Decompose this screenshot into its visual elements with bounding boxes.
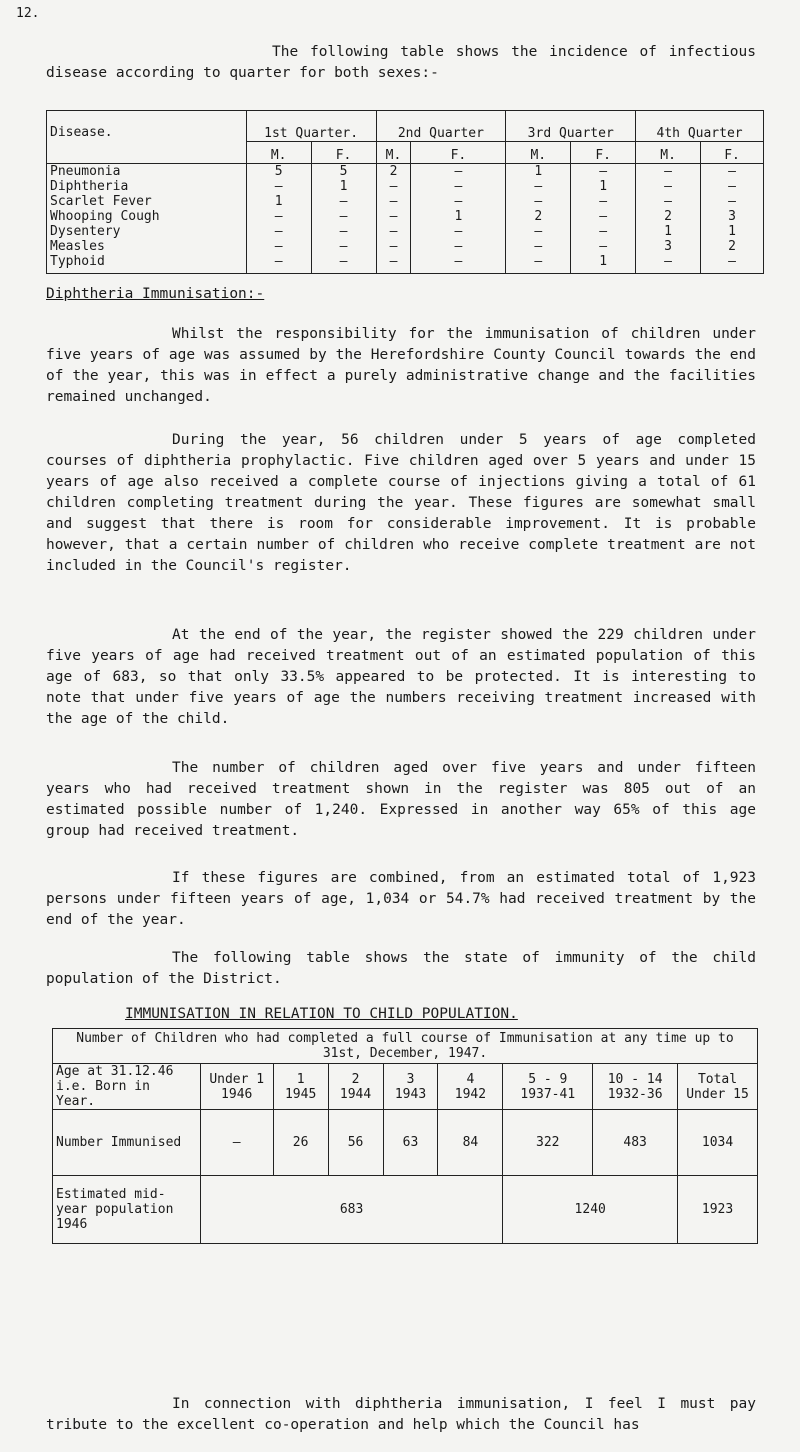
case-count: – (636, 254, 701, 274)
age-column-bottom: Under 15 (686, 1086, 749, 1102)
case-count: – (571, 209, 636, 224)
disease-incidence-table (46, 110, 764, 274)
age-column-top: 1 (296, 1071, 305, 1087)
case-count: 1 (571, 254, 636, 274)
sex-header: F. (571, 142, 636, 164)
disease-row (47, 239, 764, 254)
case-count: 2 (506, 209, 571, 224)
immunised-value: 1034 (678, 1110, 758, 1176)
disease-row (47, 224, 764, 239)
disease-name: Whooping Cough (47, 209, 247, 224)
para-block-5 (46, 868, 756, 931)
case-count: 1 (506, 164, 571, 180)
sex-header: M. (246, 142, 311, 164)
intro-paragraph: The following table shows the incidence of infectious disease according to quarter for both sexes:- (46, 44, 756, 81)
age-column-header (503, 1064, 593, 1110)
age-column-bottom: 1942 (454, 1086, 487, 1102)
case-count: – (411, 254, 506, 274)
immunised-value: 483 (593, 1110, 678, 1176)
case-count: 2 (376, 164, 411, 180)
age-column-header (678, 1064, 758, 1110)
case-count: – (636, 194, 701, 209)
sex-header: M. (636, 142, 701, 164)
case-count: – (311, 194, 376, 209)
para-block-4 (46, 758, 756, 842)
page-number: 12. (16, 6, 40, 21)
paragraph-responsibility: Whilst the responsibility for the immunisation of children under five years of age was assumed by the Herefordshire County Council towards the end of the year, this was in effect a purely administrative change and the facilities remained unchanged. (46, 326, 756, 405)
immunised-label: Number Immunised (53, 1110, 201, 1176)
age-column-header (593, 1064, 678, 1110)
case-count: – (571, 194, 636, 209)
case-count: 3 (701, 209, 764, 224)
quarter-header: 2nd Quarter (376, 111, 506, 142)
sex-header: F. (701, 142, 764, 164)
closing-block (46, 1394, 756, 1436)
case-count: – (571, 164, 636, 180)
immunised-value: 322 (503, 1110, 593, 1176)
immunised-value: 84 (438, 1110, 503, 1176)
age-column-top: Under 1 (209, 1071, 265, 1087)
case-count: 1 (701, 224, 764, 239)
immunised-value: – (200, 1110, 273, 1176)
age-column-bottom: 1943 (394, 1086, 427, 1102)
disease-row (47, 209, 764, 224)
population-value: 1923 (678, 1176, 758, 1244)
case-count: – (411, 239, 506, 254)
immunised-value: 63 (383, 1110, 438, 1176)
paragraph-over-five: The number of children aged over five years and under fifteen years who had received treatment shown in the register was 805 out of an estimated possible number of 1,240. Expressed in another way 65% of this age group had received treatment. (46, 760, 756, 839)
disease-row (47, 254, 764, 274)
caption-row (53, 1029, 758, 1064)
age-column-bottom: 1945 (284, 1086, 317, 1102)
case-count: – (311, 239, 376, 254)
disease-name: Pneumonia (47, 164, 247, 180)
case-count: – (636, 179, 701, 194)
case-count: – (571, 239, 636, 254)
case-count: – (506, 254, 571, 274)
sex-header: M. (376, 142, 411, 164)
case-count: 1 (636, 224, 701, 239)
age-column-bottom: 1944 (339, 1086, 372, 1102)
case-count: – (701, 179, 764, 194)
disease-name: Dysentery (47, 224, 247, 239)
para-block-6 (46, 948, 756, 990)
case-count: – (246, 224, 311, 239)
case-count: – (376, 254, 411, 274)
disease-name: Diphtheria (47, 179, 247, 194)
case-count: – (311, 224, 376, 239)
intro-text (46, 42, 756, 84)
case-count: – (701, 254, 764, 274)
paragraph-courses: During the year, 56 children under 5 years of age completed courses of diphtheria prophylactic. Five children aged over 5 years and under 15 years of age also received a complete course of injections giving a total of 61 children completing treatment during the year. These figures are somewhat small and suggest that there is room for considerable improvement. It is probable however, that a certain number of children who receive complete treatment are not included in the Council's register. (46, 432, 756, 574)
age-column-top: 2 (351, 1071, 360, 1087)
case-count: – (246, 179, 311, 194)
age-header-row (53, 1064, 758, 1110)
case-count: 5 (311, 164, 376, 180)
case-count: 1 (311, 179, 376, 194)
immunised-value: 56 (328, 1110, 383, 1176)
quarter-header-row (47, 111, 764, 142)
closing-paragraph: In connection with diphtheria immunisation, I feel I must pay tribute to the excellent co-operation and help which the Council has (46, 1396, 756, 1433)
disease-row (47, 194, 764, 209)
case-count: 1 (411, 209, 506, 224)
paragraph-following-table: The following table shows the state of immunity of the child population of the District. (46, 950, 756, 987)
age-column-top: Total (697, 1071, 738, 1087)
quarter-header: 3rd Quarter (506, 111, 636, 142)
age-column-bottom: 1937-41 (520, 1086, 576, 1102)
case-count: 2 (636, 209, 701, 224)
para-block-3 (46, 625, 756, 730)
case-count: – (506, 224, 571, 239)
case-count: – (411, 164, 506, 180)
case-count: – (636, 164, 701, 180)
disease-name: Measles (47, 239, 247, 254)
age-column-top: 5 - 9 (528, 1071, 568, 1087)
immunised-row (53, 1110, 758, 1176)
age-column-header (383, 1064, 438, 1110)
sex-header: M. (506, 142, 571, 164)
case-count: – (506, 194, 571, 209)
case-count: – (701, 194, 764, 209)
immunisation-table-title: IMMUNISATION IN RELATION TO CHILD POPULATION. (125, 1006, 518, 1022)
population-value: 683 (200, 1176, 503, 1244)
paragraph-combined: If these figures are combined, from an estimated total of 1,923 persons under fifteen years of age, 1,034 or 54.7% had received treatment by the end of the year. (46, 870, 756, 928)
case-count: 1 (571, 179, 636, 194)
disease-name: Typhoid (47, 254, 247, 274)
age-column-top: 10 - 14 (607, 1071, 663, 1087)
age-column-top: 4 (466, 1071, 475, 1087)
age-column-top: 3 (406, 1071, 415, 1087)
age-column-header (328, 1064, 383, 1110)
disease-row (47, 179, 764, 194)
case-count: – (246, 209, 311, 224)
case-count: – (701, 164, 764, 180)
age-column-header (438, 1064, 503, 1110)
disease-table-body (47, 164, 764, 274)
case-count: – (376, 179, 411, 194)
case-count: – (506, 239, 571, 254)
age-column-bottom: 1932-36 (607, 1086, 663, 1102)
case-count: – (411, 179, 506, 194)
case-count: – (376, 239, 411, 254)
case-count: 2 (701, 239, 764, 254)
case-count: – (246, 254, 311, 274)
para-block-1 (46, 324, 756, 408)
case-count: 5 (246, 164, 311, 180)
case-count: – (571, 224, 636, 239)
age-column-header (273, 1064, 328, 1110)
disease-row (47, 164, 764, 180)
paragraph-register: At the end of the year, the register showed the 229 children under five years of age had received treatment out of an estimated population of this age of 683, so that only 33.5% appeared to be protected. It is interesting to note that under five years of age the numbers receiving treatment increased with the age of the child. (46, 627, 756, 727)
case-count: – (311, 209, 376, 224)
sex-header: F. (411, 142, 506, 164)
disease-name: Scarlet Fever (47, 194, 247, 209)
population-label: Estimated mid-year population 1946 (53, 1176, 201, 1244)
case-count: – (506, 179, 571, 194)
age-column-bottom: 1946 (221, 1086, 253, 1102)
para-block-2 (46, 430, 756, 577)
immunised-value: 26 (273, 1110, 328, 1176)
quarter-header: 1st Quarter. (246, 111, 376, 142)
sex-header: F. (311, 142, 376, 164)
quarter-header: 4th Quarter (636, 111, 764, 142)
immunisation-table (52, 1028, 758, 1244)
diphtheria-heading: Diphtheria Immunisation:- (46, 286, 265, 302)
case-count: 1 (246, 194, 311, 209)
age-label: Age at 31.12.46 i.e. Born in Year. (53, 1064, 201, 1110)
case-count: – (376, 209, 411, 224)
case-count: – (411, 194, 506, 209)
case-count: 3 (636, 239, 701, 254)
case-count: – (376, 224, 411, 239)
disease-column-header: Disease. (47, 111, 247, 164)
case-count: – (411, 224, 506, 239)
population-row (53, 1176, 758, 1244)
age-column-header (200, 1064, 273, 1110)
immunisation-caption: Number of Children who had completed a full course of Immunisation at any time up to 31st, December, 1947. (53, 1029, 758, 1064)
case-count: – (311, 254, 376, 274)
population-value: 1240 (503, 1176, 678, 1244)
case-count: – (246, 239, 311, 254)
case-count: – (376, 194, 411, 209)
